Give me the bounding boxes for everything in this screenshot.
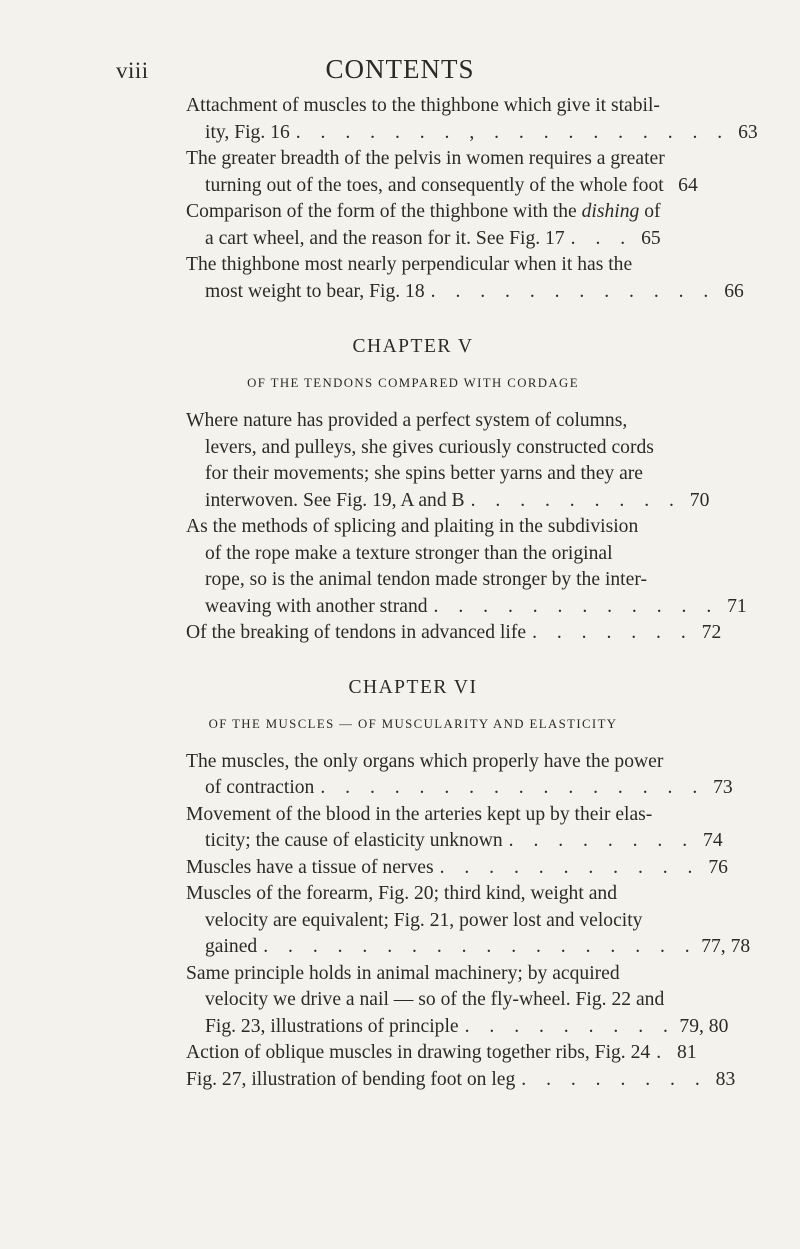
toc-page-ref: 70 — [689, 489, 710, 511]
leader-dots: . . . . . . . . . . . . — [430, 280, 716, 302]
toc-entry — [186, 1067, 736, 1094]
toc-entry-line: of contraction — [205, 777, 315, 798]
leader-dots: . . . . . . . . — [521, 1068, 708, 1090]
leader-dots: . . . . . . . — [532, 622, 694, 643]
chapter-heading: CHAPTER V — [352, 336, 474, 357]
toc-entry — [186, 514, 747, 620]
toc-page-ref: 65 — [641, 227, 661, 249]
toc-entry-line: Same principle holds in animal machinery; by acquired — [186, 962, 620, 984]
toc-page-ref: 64 — [678, 174, 698, 196]
toc-entry — [186, 146, 698, 199]
toc-entry-line — [186, 199, 661, 226]
toc-entry — [186, 749, 733, 802]
chapter-subheading: OF THE MUSCLES — OF MUSCULARITY AND ELASTICITY — [208, 716, 618, 731]
page-number: viii — [116, 58, 149, 83]
toc-entry-line: ity, Fig. 16 — [205, 121, 290, 143]
toc-entry — [186, 802, 723, 855]
toc-page-ref: 81 — [677, 1042, 697, 1063]
toc-entry-line: Muscles have a tissue of nerves — [186, 856, 434, 878]
toc-page-ref: 77, 78 — [701, 936, 751, 957]
toc-page-ref: 73 — [713, 777, 733, 798]
toc-entry — [186, 961, 729, 1041]
toc-entry — [186, 1040, 697, 1067]
toc-entry-line: ticity; the cause of elasticity unknown — [205, 830, 503, 851]
leader-dots: . — [656, 1042, 669, 1063]
chapter-heading: CHAPTER VI — [348, 676, 478, 698]
leader-dots: . . . . . . . . . . . . . . . . — [320, 777, 705, 798]
leader-dots: . . . — [570, 227, 633, 249]
toc-page-ref: 76 — [708, 856, 728, 878]
toc-entry-line: Where nature has provided a perfect system of columns, — [186, 410, 628, 431]
toc-entry-line: levers, and pulleys, she gives curiously constructed cords — [205, 436, 654, 458]
toc-entry-line: weaving with another strand — [205, 595, 428, 617]
leader-dots: . . . . . . . . . . . . — [433, 595, 719, 617]
toc-text-italic: dishing — [581, 201, 640, 222]
toc-entry-line: a cart wheel, and the reason for it. See Fig. 17 — [205, 227, 565, 249]
toc-entry-line: The greater breadth of the pelvis in women requires a greater — [186, 148, 665, 169]
toc-page-ref: 74 — [703, 830, 723, 851]
toc-entry-line: Action of oblique muscles in drawing together ribs, Fig. 24 — [186, 1042, 651, 1063]
toc-page-ref: 63 — [738, 121, 758, 143]
toc-entry — [186, 620, 722, 647]
toc-entry-line: Muscles of the forearm, Fig. 20; third kind, weight and — [186, 883, 617, 904]
toc-entry-line: The muscles, the only organs which properly have the power — [186, 750, 664, 772]
toc-page-ref: 71 — [727, 595, 747, 617]
leader-dots: . . . . . . . . . — [464, 1015, 676, 1037]
toc-entry-line: turning out of the toes, and consequently of the whole foot — [205, 174, 664, 196]
contents-list — [186, 93, 758, 1093]
toc-entry — [186, 93, 758, 146]
leader-dots: . . . . . . . . . . . — [439, 856, 700, 878]
running-head — [0, 54, 800, 94]
toc-entry-line: Fig. 27, illustration of bending foot on leg — [186, 1068, 516, 1090]
leader-dots: . . . . . . . . . . . . . . . . . . — [263, 936, 698, 957]
leader-dots: . . . . . . . . . . , . . . . . . . — [295, 121, 730, 143]
toc-entry-line: Attachment of muscles to the thighbone which give it stabil- — [186, 95, 660, 116]
chapter-subheading: OF THE TENDONS COMPARED WITH CORDAGE — [247, 376, 579, 390]
toc-entry — [186, 881, 751, 961]
toc-page-ref: 83 — [715, 1068, 736, 1090]
toc-entry-line: interwoven. See Fig. 19, A and B — [205, 489, 465, 511]
toc-entry-line: gained — [205, 936, 258, 957]
toc-entry — [186, 252, 744, 305]
toc-entry-line: As the methods of splicing and plaiting in the subdivision — [186, 516, 639, 537]
toc-entry-line: velocity we drive a nail — so of the fly-wheel. Fig. 22 and — [205, 989, 665, 1010]
toc-text: of — [639, 201, 661, 222]
toc-page-ref: 79, 80 — [679, 1015, 729, 1037]
toc-entry-line: most weight to bear, Fig. 18 — [205, 280, 425, 302]
toc-entry — [186, 199, 661, 252]
leader-dots: . . . . . . . . — [508, 830, 695, 851]
toc-entry-line: velocity are equivalent; Fig. 21, power lost and velocity — [205, 909, 643, 931]
toc-text: Comparison of the form of the thighbone with the — [186, 201, 582, 222]
toc-entry-line: Movement of the blood in the arteries kept up by their elas- — [186, 803, 653, 825]
toc-entry — [186, 408, 710, 514]
toc-entry-line: The thighbone most nearly perpendicular when it has the — [186, 254, 633, 275]
toc-page-ref: 66 — [724, 280, 744, 302]
toc-entry-line: of the rope make a texture stronger than the original — [205, 542, 613, 564]
toc-entry-line: Of the breaking of tendons in advanced life — [186, 622, 527, 643]
toc-entry — [186, 855, 728, 882]
toc-entry-line: for their movements; she spins better yarns and they are — [205, 463, 644, 484]
page-title: CONTENTS — [325, 54, 475, 84]
toc-entry-line: rope, so is the animal tendon made stronger by the inter- — [205, 569, 647, 590]
toc-page-ref: 72 — [701, 622, 722, 643]
leader-dots: . . . . . . . . . — [470, 489, 682, 511]
toc-entry-line: Fig. 23, illustrations of principle — [205, 1015, 459, 1037]
